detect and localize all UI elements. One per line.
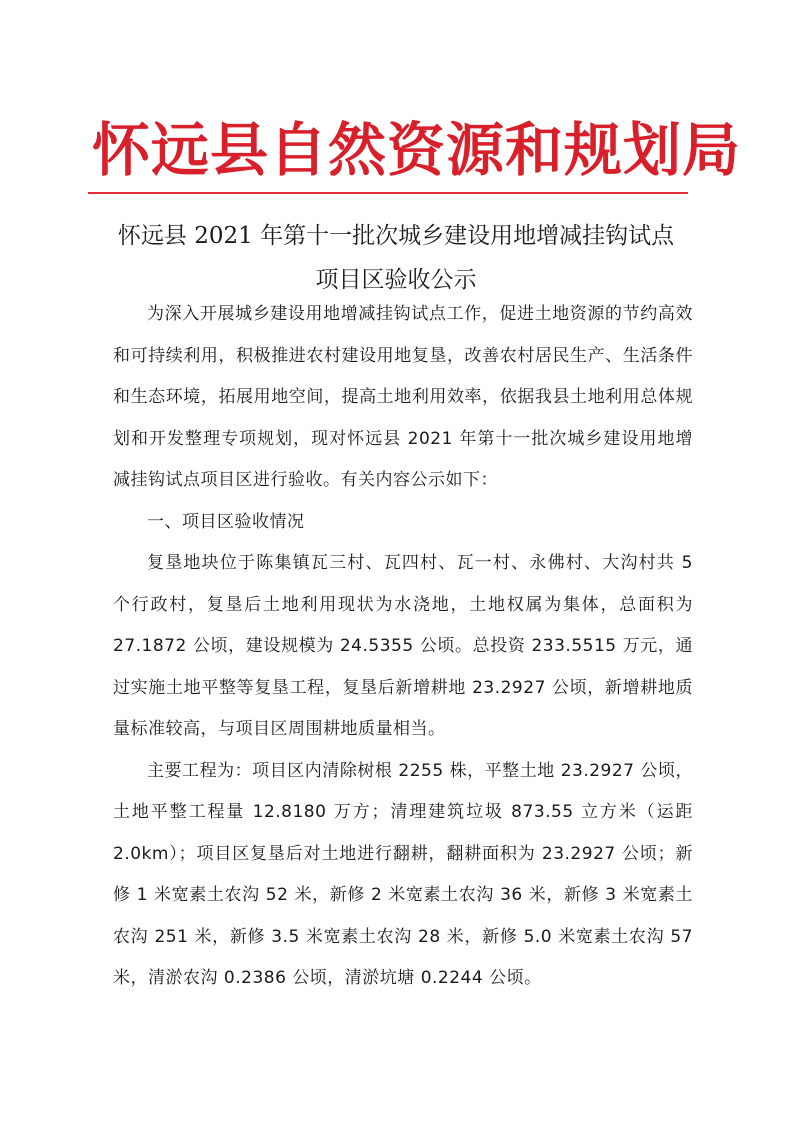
document-body: [113, 294, 693, 1000]
plot-location-paragraph: 复垦地块位于陈集镇瓦三村、瓦四村、瓦一村、永佛村、大沟村共 5 个行政村，复垦后土地利用现状为水浇地，土地权属为集体，总面积为 27.1872 公顷，建设规模为 24.5355 公顷。总投资 233.5515 万元，通过实施土地平整等复垦工程，复垦后新增耕地 23.2927 公顷，新增耕地质量标准较高，与项目区周围耕地质量相当。: [113, 553, 693, 739]
organization-header: 怀远县自然资源和规划局: [92, 116, 742, 184]
intro-paragraph: 为深入开展城乡建设用地增减挂钩试点工作，促进土地资源的节约高效和可持续利用，积极推进农村建设用地复垦，改善农村居民生产、生活条件和生态环境，拓展用地空间，提高土地利用效率，依据我县土地利用总体规划和开发整理专项规划，现对怀远县 2021 年第十一批次城乡建设用地增减挂钩试点项目区进行验收。有关内容公示如下：: [113, 304, 693, 490]
title-line-1: 怀远县 2021 年第十一批次城乡建设用地增减挂钩试点: [117, 223, 675, 249]
main-works-paragraph: 主要工程为：项目区内清除树根 2255 株，平整土地 23.2927 公顷，土地平整工程量 12.8180 万方；清理建筑垃圾 873.55 立方米（运距 2.0km）；项目区复垦后对土地进行翻耕，翻耕面积为 23.2927 公顷；新修 1 米宽素土农沟 52 米，新修 2 米宽素土农沟 36 米，新修 3 米宽素土农沟 251 米，新修 3.5 米宽素土农沟 28 米，新修 5.0 米宽素土农沟 57 米，清淤农沟 0.2386 公顷，清淤坑塘 0.2244 公顷。: [113, 760, 693, 988]
title-line-2: 项目区验收公示: [315, 267, 477, 293]
header-divider: [88, 192, 688, 194]
section-heading-acceptance: 一、项目区验收情况: [147, 511, 305, 532]
document-title: [96, 214, 696, 302]
